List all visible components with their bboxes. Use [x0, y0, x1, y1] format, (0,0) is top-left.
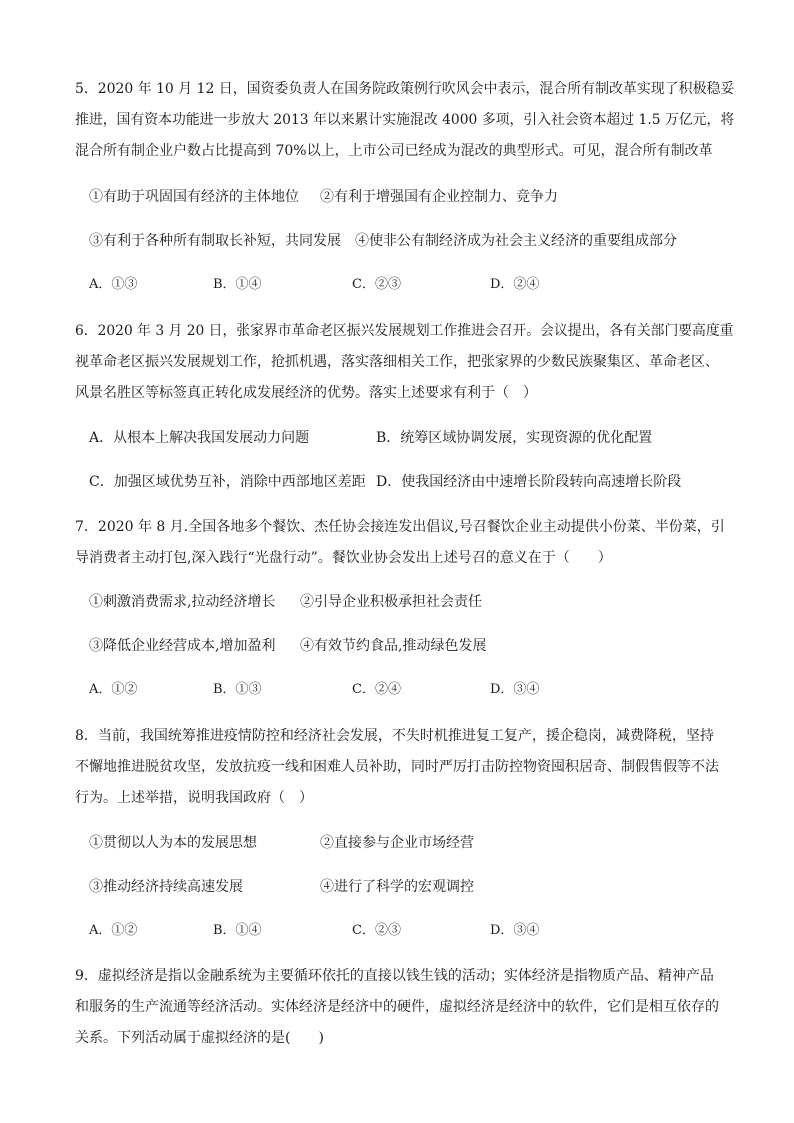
statement-4: ④进行了科学的宏观调控: [320, 879, 474, 895]
statement-2: ②有利于增强国有企业控制力、竞争力: [320, 189, 558, 205]
choice-c[interactable]: C．②③: [352, 923, 401, 938]
statement-1: ①有助于巩固国有经济的主体地位: [89, 189, 299, 205]
question-5-line-1: 5．2020 年 10 月 12 日，国资委负责人在国务院政策例行吹风会中表示，混合所有制改革实现了积极稳妥: [75, 81, 735, 97]
statement-3: ③有利于各种所有制取长补短，共同发展: [89, 233, 341, 249]
choice-d[interactable]: D．③④: [490, 682, 540, 697]
choice-a[interactable]: A．①②: [89, 682, 138, 697]
choice-a[interactable]: A．①③: [89, 277, 138, 292]
statement-4: ④使非公有制经济成为社会主义经济的重要组成部分: [355, 233, 677, 249]
choice-c[interactable]: C．②④: [352, 682, 401, 697]
choice-c[interactable]: C．②③: [352, 277, 401, 292]
statement-1: ①贯彻以人为本的发展思想: [89, 835, 257, 851]
question-9-line-3: 关系。下列活动属于虚拟经济的是( ): [75, 1030, 324, 1046]
choice-d[interactable]: D．③④: [490, 923, 540, 938]
question-6-line-3: 风景名胜区等标签真正转化成发展经济的优势。落实上述要求有利于（ ）: [75, 385, 537, 401]
statement-2: ②引导企业积极承担社会责任: [300, 594, 482, 610]
choice-b[interactable]: B．①③: [213, 682, 262, 697]
statement-1: ①刺激消费需求,拉动经济增长: [89, 594, 276, 610]
option-b[interactable]: B．统筹区域协调发展，实现资源的优化配置: [376, 430, 653, 446]
choice-a[interactable]: A．①②: [89, 923, 138, 938]
statement-4: ④有效节约食品,推动绿色发展: [300, 638, 487, 654]
choice-b[interactable]: B．①④: [213, 923, 262, 938]
question-7-line-2: 导消费者主动打包,深入践行“光盘行动”。餐饮业协会发出上述号召的意义在于（ ）: [75, 550, 612, 566]
question-9-line-2: 和服务的生产流通等经济活动。实体经济是经济中的硬件，虚拟经济是经济中的软件，它们是相互依存的: [75, 999, 719, 1015]
statement-3: ③降低企业经营成本,增加盈利: [89, 638, 276, 654]
choice-b[interactable]: B．①④: [213, 277, 262, 292]
question-5-line-3: 混合所有制企业户数占比提高到 70%以上，上市公司已经成为混改的典型形式。可见，混合所有制改革: [75, 143, 713, 159]
question-8-line-2: 不懈地推进脱贫攻坚，发放抗疫一线和困难人员补助，同时严厉打击防控物资囤积居奇、制假售假等不法: [75, 759, 719, 775]
option-d[interactable]: D．使我国经济由中速增长阶段转向高速增长阶段: [376, 474, 682, 490]
question-8-line-3: 行为。上述举措，说明我国政府（ ）: [75, 790, 313, 806]
question-5-line-2: 推进，国有资本功能进一步放大 2013 年以来累计实施混改 4000 多项，引入社会资本超过 1.5 万亿元，将: [75, 112, 735, 128]
option-c[interactable]: C．加强区域优势互补，消除中西部地区差距: [89, 474, 366, 490]
statement-2: ②直接参与企业市场经营: [320, 835, 474, 851]
question-6-line-1: 6．2020 年 3 月 20 日，张家界市革命老区振兴发展规划工作推进会召开。会议提出，各有关部门要高度重: [75, 323, 734, 339]
question-7-line-1: 7．2020 年 8 月.全国各地多个餐饮、杰任协会接连发出倡议,号召餐饮企业主动提供小份菜、半份菜，引: [75, 519, 725, 535]
statement-3: ③推动经济持续高速发展: [89, 879, 243, 895]
question-6-line-2: 视革命老区振兴发展规划工作，抢抓机遇，落实落细相关工作，把张家界的少数民族聚集区、革命老区、: [75, 354, 719, 370]
question-9-line-1: 9．虚拟经济是指以金融系统为主要循环依托的直接以钱生钱的活动；实体经济是指物质产品、精神产品: [75, 968, 714, 984]
question-8-line-1: 8．当前，我国统筹推进疫情防控和经济社会发展，不失时机推进复工复产，援企稳岗，减费降税，坚持: [75, 728, 714, 744]
choice-d[interactable]: D．②④: [490, 277, 540, 292]
option-a[interactable]: A．从根本上解决我国发展动力问题: [89, 430, 310, 446]
